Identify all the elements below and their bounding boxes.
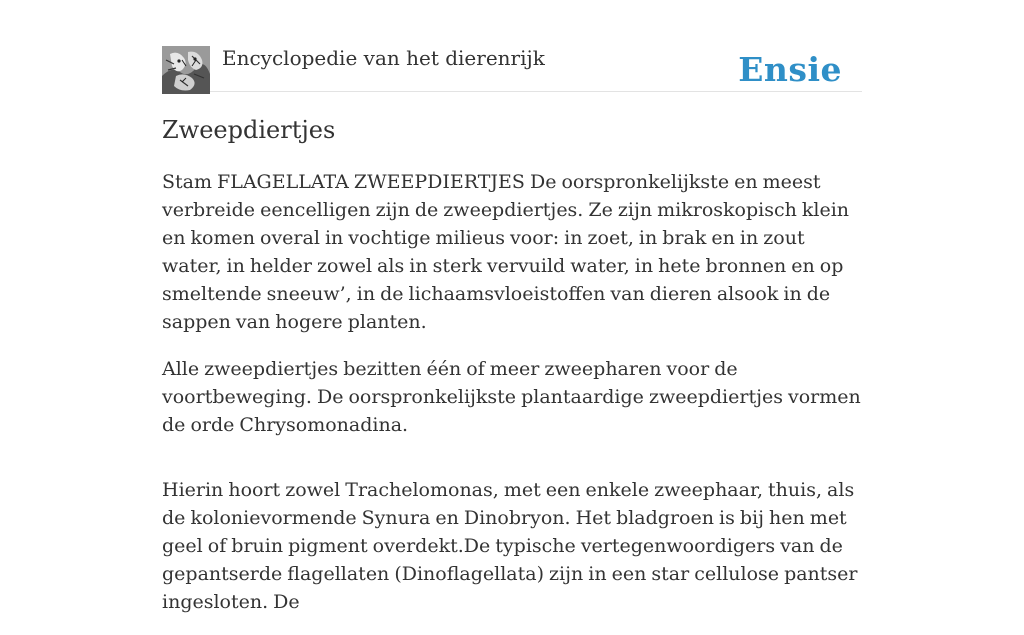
source-title[interactable]: Encyclopedie van het dierenrijk bbox=[222, 46, 545, 70]
article-paragraph: Stam FLAGELLATA ZWEEPDIERTJES De oorspronkelijkste en meest verbreide eencelligen zijn de zweepdiertjes. Ze zijn mikroskopisch klein en komen overal in vochtige milieus voor: in zoet, in brak en in zout water, in helder zowel als in sterk vervuild water, in hete bronnen en op smeltende sneeuw’, in de lichaamsvloeistoffen van dieren alsook in de sappen van hogere planten. bbox=[162, 171, 850, 333]
article-title: Zweepdiertjes bbox=[162, 116, 336, 144]
animal-engraving-avatar-icon[interactable] bbox=[162, 46, 210, 94]
article-body bbox=[162, 168, 867, 635]
article-paragraph: Alle zweepdiertjes bezitten één of meer zweepharen voor de voortbeweging. De oorspronkelijkste plantaardige zweepdiertjes vormen de orde Chrysomonadina. bbox=[162, 358, 861, 436]
ensie-logo[interactable]: Ensie bbox=[738, 50, 842, 89]
article-paragraph: Hierin hoort zowel Trachelomonas, met een enkele zweephaar, thuis, als de kolonievormende Synura en Dinobryon. Het bladgroen is bij hen met geel of bruin pigment overdekt.De typische vertegenwoordigers van de gepantserde flagellaten (Dinoflagellata) zijn in een star cellulose pantser ingesloten. De bbox=[162, 479, 858, 613]
header bbox=[162, 46, 862, 92]
